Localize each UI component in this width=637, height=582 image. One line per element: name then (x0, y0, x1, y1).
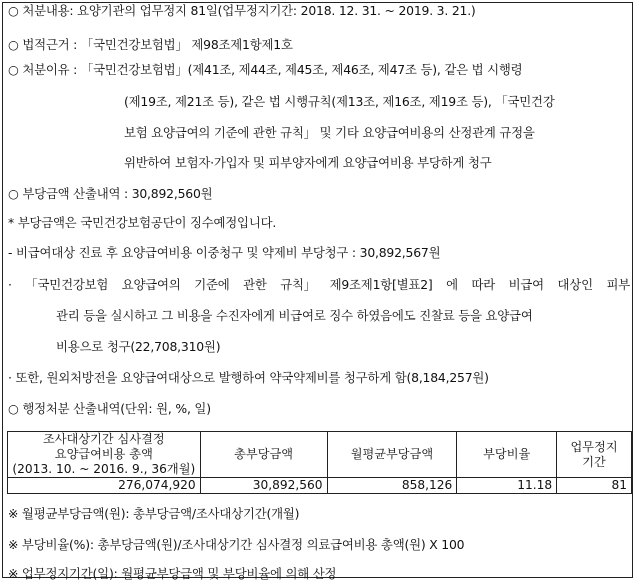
cell-suspension-days: 81 (557, 478, 632, 494)
header-total-unfair: 총부당금액 (200, 432, 327, 478)
cell-total-unfair: 30,892,560 (200, 478, 327, 494)
table-header-row (8, 432, 632, 478)
disposition-reason-cont-3: 위반하여 보험자·가입자 및 피부양자에게 요양급여비용 부당하게 청구 (124, 155, 492, 170)
cell-total-review-cost: 276,074,920 (8, 478, 201, 494)
cell-monthly-unfair: 858,126 (327, 478, 457, 494)
disposition-reason-cont-1: (제19조, 제21조 등), 같은 법 시행규칙(제13조, 제16조, 제19조 등), 「국민건강 (124, 94, 555, 109)
double-claim-item: - 비급여대상 진료 후 요양급여비용 이중청구 및 약제비 부당청구 : 30,892,567원 (8, 245, 441, 260)
cell-unfair-ratio: 11.18 (457, 478, 557, 494)
note-unfair-ratio: ※ 부당비율(%): 총부당금액(원)/조사대상기간 심사결정 의료급여비용 총액(원) X 100 (8, 537, 465, 552)
non-covered-item-cont-2: 비용으로 청구(22,708,310원) (56, 339, 221, 354)
collection-note: * 부당금액은 국민건강보험공단이 징수예정입니다. (8, 215, 277, 230)
unfair-amount-breakdown: ○ 부당금액 산출내역 : 30,892,560원 (8, 186, 213, 201)
header-total-review-cost: 조사대상기간 심사결정 요양급여비용 총액 (2013. 10. ~ 2016. 9., 36개월) (8, 432, 201, 478)
non-covered-item: · 「국민건강보험 요양급여의 기준에 관한 규칙」 제9조제1항[별표2] 에 따라 비급여 대상인 피부 (8, 277, 630, 292)
header-unfair-ratio: 부당비율 (457, 432, 557, 478)
note-suspension-period: ※ 업무정지기간(일): 월평균부당금액 및 부당비율에 의해 산정 (8, 566, 337, 581)
header-suspension-period: 업무정지 기간 (557, 432, 632, 478)
non-covered-item-cont-1: 관리 등을 실시하고 그 비용을 수진자에게 비급여로 징수 하였음에도 진찰료 등을 요양급여 (56, 308, 533, 323)
prescription-item: · 또한, 원외처방전을 요양급여대상으로 발행하여 약국약제비를 청구하게 함(8,184,257원) (8, 370, 489, 385)
disposition-reason-cont-2: 보험 요양급여의 기준에 관한 규칙」 및 기타 요양급여비용의 산정관계 규정을 (124, 125, 535, 140)
note-monthly-average: ※ 월평균부당금액(원): 총부당금액/조사대상기간(개월) (8, 506, 300, 521)
calculation-table (7, 431, 632, 494)
administrative-calc-title: ○ 행정처분 산출내역(단위: 원, %, 일) (8, 401, 211, 416)
disposition-reason: ○ 처분이유 : 「국민건강보험법」(제41조, 제44조, 제45조, 제46조, 제47조 등), 같은 법 시행령 (8, 62, 523, 77)
table-row (8, 478, 632, 494)
header-monthly-unfair: 월평균부당금액 (327, 432, 457, 478)
disposition-content: ○ 처분내용: 요양기관의 업무정지 81일(업무정지기간: 2018. 12. 31. ~ 2019. 3. 21.) (8, 3, 476, 18)
legal-basis: ○ 법적근거 : 「국민건강보험법」 제98조제1항제1호 (8, 37, 293, 52)
